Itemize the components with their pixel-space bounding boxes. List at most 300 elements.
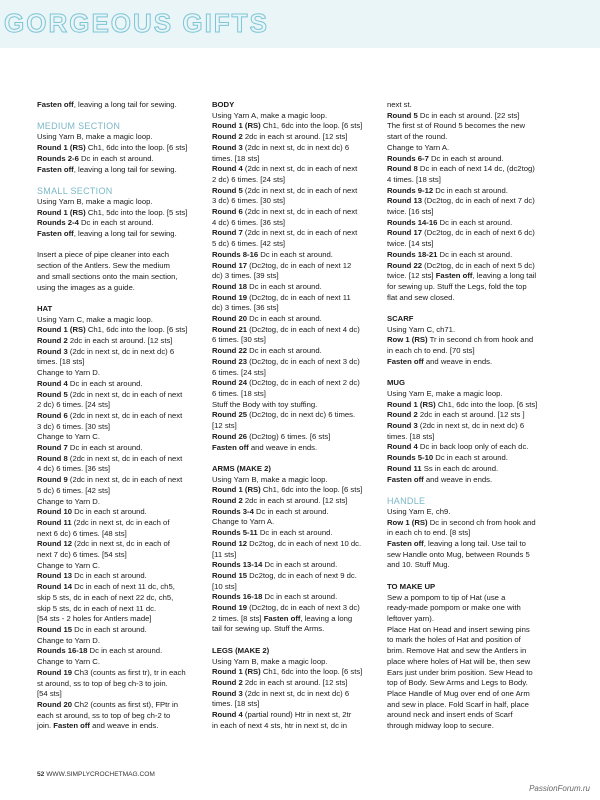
- pattern-line: [387, 464, 549, 475]
- pattern-line: [37, 132, 199, 143]
- section-heading: SCARF: [387, 314, 414, 324]
- spacer: [387, 303, 549, 314]
- line-text: 2dc in each st around. [12 sts]: [242, 677, 348, 687]
- bold-label: Round 2: [212, 132, 243, 142]
- line-text: skip 5 sts, dc in each of next 22 dc, ch5,: [37, 592, 174, 602]
- pattern-line: [37, 325, 199, 336]
- bold-label: Round 2: [212, 677, 243, 687]
- subsection-heading: MEDIUM SECTION: [37, 121, 121, 132]
- pattern-line: [212, 121, 374, 132]
- line-text: (Dc2tog, dc in each of next 7 dc): [422, 196, 535, 206]
- pattern-line: [387, 518, 549, 529]
- line-text: Dc in each st around.: [72, 571, 147, 581]
- line-text: Dc in back loop only of each dc.: [417, 442, 529, 452]
- bold-label: Round 12: [37, 539, 73, 549]
- bold-label: Row 1 (RS): [387, 335, 428, 345]
- pattern-line: [37, 582, 199, 593]
- line-text: Using Yarn E, make a magic loop.: [387, 388, 503, 398]
- pattern-line: [387, 100, 549, 111]
- watermark: PassionForum.ru: [529, 784, 590, 793]
- line-text: Dc in each st around.: [72, 624, 147, 634]
- pattern-line: [387, 539, 549, 550]
- bold-label: Round 11: [387, 463, 422, 473]
- line-text: 2dc in each st around. [12 sts]: [242, 132, 348, 142]
- pattern-line: [37, 539, 199, 550]
- pattern-line: [37, 657, 199, 668]
- section-heading: BODY: [212, 100, 235, 109]
- bold-label: Rounds 9-12: [387, 185, 434, 195]
- line-text: (Dc2tog) 6 times. [6 sts]: [247, 431, 331, 441]
- pattern-line: [212, 678, 374, 689]
- line-text: Change to Yarn D.: [37, 635, 100, 645]
- pattern-line: [37, 571, 199, 582]
- line-text: (2dc in next st, dc in each of next: [242, 185, 358, 195]
- pattern-line: [387, 410, 549, 421]
- pattern-line: [387, 175, 549, 186]
- pattern-line: [212, 624, 374, 635]
- section-heading: ARMS (MAKE 2): [212, 463, 271, 473]
- bold-label: Round 1 (RS): [212, 485, 261, 495]
- line-text: twice. [14 sts]: [387, 239, 434, 249]
- line-prefix: 2 times. [8 sts]: [212, 613, 264, 623]
- pattern-line: [212, 325, 374, 336]
- bold-label: Fasten off: [387, 474, 424, 484]
- line-text: [11 sts]: [212, 549, 237, 559]
- line-text: for sewing up. Stuff the Legs, fold the top: [387, 281, 527, 291]
- line-text: 4 times. [18 sts]: [387, 174, 441, 184]
- line-text: dc) 3 times. [39 sts]: [212, 271, 279, 281]
- pattern-line: [37, 668, 199, 679]
- pattern-line: [387, 625, 549, 636]
- line-text: Using Yarn C, make a magic loop.: [37, 314, 153, 324]
- bold-label: Round 19: [212, 603, 248, 613]
- pattern-line: [37, 443, 199, 454]
- pattern-line: [212, 154, 374, 165]
- pattern-line: [37, 315, 199, 326]
- pattern-line: [212, 282, 374, 293]
- line-text: and 10. Stuff Mug.: [387, 560, 450, 570]
- line-text: 2dc in each st around. [12 sts]: [67, 336, 173, 345]
- pattern-line: [387, 635, 549, 646]
- pattern-line: [212, 228, 374, 239]
- line-text: (Dc2tog, dc in each of next 12: [247, 260, 352, 270]
- pattern-line: [37, 550, 199, 561]
- spacer: [37, 293, 199, 304]
- line-text: (2dc in next st, dc in next dc) 6: [242, 142, 350, 152]
- pattern-line: [37, 218, 199, 229]
- bold-label: Rounds 2-4: [37, 218, 79, 228]
- pattern-line: [212, 614, 374, 625]
- line-text: [12 sts]: [212, 421, 237, 431]
- bold-label: Round 12: [212, 538, 248, 548]
- pattern-line: [212, 368, 374, 379]
- subsection-heading: SMALL SECTION: [37, 185, 113, 196]
- line-text: (2dc in next st, dc in each of next: [67, 475, 183, 485]
- bold-label: Rounds 13-14: [212, 560, 263, 570]
- line-text: , leaving a long tail for sewing.: [73, 229, 177, 238]
- line-text: top of Body. Sew Arms and Legs to Body.: [387, 678, 528, 688]
- bold-label: Rounds 2-6: [37, 153, 79, 163]
- pattern-line: [387, 560, 549, 571]
- line-text: Place Hat on Head and insert sewing pins: [387, 624, 530, 634]
- bold-label: Round 2: [387, 410, 418, 420]
- line-text: Dc in each st around.: [247, 281, 322, 291]
- bold-label: Round 24: [212, 378, 248, 388]
- line-text: Ch1, 6dc into the loop. [6 sts]: [435, 399, 538, 409]
- line-text: section of the Antlers. Sew the medium: [37, 261, 170, 271]
- bold-label: Round 22: [212, 346, 248, 356]
- pattern-line: [387, 250, 549, 261]
- pattern-line: [212, 111, 374, 122]
- line-text: (Dc2tog, dc in each of next 3 dc): [247, 603, 360, 613]
- line-text: , leaving a long tail. Use tail to: [423, 539, 526, 549]
- pattern-line: [387, 164, 549, 175]
- line-text: next 6 dc) 6 times. [48 sts]: [37, 528, 127, 538]
- line-text: Place Handle of Mug over end of one Arm: [387, 688, 530, 698]
- line-text: tail for sewing up. Stuff the Arms.: [212, 624, 325, 634]
- pattern-line: [387, 657, 549, 668]
- line-text: and weave in ends.: [423, 474, 493, 484]
- line-text: Using Yarn E, ch9.: [387, 506, 451, 516]
- line-text: using the images as a guide.: [37, 282, 135, 292]
- pattern-line: [212, 132, 374, 143]
- bold-label: Round 2: [212, 496, 243, 505]
- line-text: Dc in each of next 14 dc, (dc2tog): [417, 164, 535, 174]
- line-text: 5 dc) 6 times. [42 sts]: [212, 239, 286, 249]
- line-text: Insert a piece of pipe cleaner into each: [37, 250, 170, 260]
- pattern-line: [212, 689, 374, 700]
- pattern-line: [37, 368, 199, 379]
- line-text: and small sections onto the main section,: [37, 271, 178, 281]
- pattern-line: [212, 496, 374, 507]
- pattern-line: [37, 529, 199, 540]
- bold-label: Round 3: [212, 142, 243, 152]
- pattern-line: [37, 357, 199, 368]
- line-text: (Dc2tog, dc in each of next 3 dc): [247, 356, 360, 366]
- pattern-line: [387, 528, 549, 539]
- pattern-line: [212, 271, 374, 282]
- section-heading: MUG: [387, 378, 405, 388]
- bold-label: Round 19: [37, 667, 73, 677]
- pattern-line: [37, 464, 199, 475]
- bold-label: Round 7: [212, 228, 243, 238]
- pattern-line: [387, 271, 549, 282]
- line-text: Dc in each st around.: [262, 560, 338, 570]
- spacer: [387, 571, 549, 582]
- pattern-line: [387, 143, 549, 154]
- line-text: 2dc in each st around. [12 sts]: [242, 496, 348, 505]
- pattern-line: [212, 186, 374, 197]
- pattern-line: [387, 400, 549, 411]
- pattern-line: [37, 625, 199, 636]
- pattern-line: [387, 207, 549, 218]
- line-text: Using Yarn A, make a magic loop.: [212, 110, 328, 120]
- line-text: Dc in each st around.: [257, 528, 333, 538]
- line-text: around neck and insert ends of Scarf: [387, 710, 513, 720]
- line-text: skip 5 sts, dc in each of next 11 dc.: [37, 603, 157, 613]
- pattern-line: [387, 346, 549, 357]
- pattern-line: [212, 657, 374, 668]
- bold-label: Row 1 (RS): [387, 517, 428, 527]
- line-text: (2dc in next st, dc in each of next: [67, 389, 183, 399]
- line-text: 6 times. [24 sts]: [212, 367, 266, 377]
- line-text: (2dc in next st, dc in each of: [71, 517, 170, 527]
- line-text: Change to Yarn A.: [212, 517, 275, 527]
- spacer: [212, 635, 374, 646]
- pattern-line: [37, 197, 199, 208]
- pattern-line: [37, 165, 199, 176]
- pattern-line: [387, 357, 549, 368]
- line-text: (2dc in next st, dc in each of next: [67, 410, 183, 420]
- line-text: Change to Yarn A.: [387, 142, 450, 152]
- line-text: 3 dc) 6 times. [30 sts]: [212, 196, 286, 206]
- pattern-line: [387, 282, 549, 293]
- column-2: [212, 100, 374, 731]
- line-text: , leaving a long tail for sewing.: [73, 100, 177, 109]
- bold-label: Round 7: [37, 443, 68, 453]
- pattern-line: [387, 721, 549, 732]
- line-text: (2dc in next st, dc in each of next: [242, 164, 358, 174]
- line-text: place where holes of Hat will be, then sew: [387, 656, 531, 666]
- pattern-line: [37, 721, 199, 732]
- bold-label: Round 18: [212, 281, 248, 291]
- line-text: each st around, ss to top of beg ch-2 to: [37, 710, 171, 720]
- pattern-line: [387, 154, 549, 165]
- pattern-line: [212, 143, 374, 154]
- line-text: 2 dc) 6 times. [24 sts]: [37, 400, 111, 410]
- pattern-line: [387, 325, 549, 336]
- bold-label: Fasten off: [37, 164, 74, 174]
- line-text: Dc in each st around.: [67, 378, 143, 388]
- pattern-line: [37, 486, 199, 497]
- pattern-line: [37, 272, 199, 283]
- line-text: ready-made pompom or make one with: [387, 603, 521, 613]
- line-text: Dc in each st around.: [262, 592, 338, 602]
- line-text: Ch1, 6dc into the loop. [6 sts]: [260, 485, 363, 495]
- line-text: Ch1, 6dc into the loop. [6 sts]: [260, 121, 363, 131]
- line-text: start of the round.: [387, 132, 448, 142]
- column-3: [387, 100, 549, 732]
- pattern-line: [212, 443, 374, 454]
- bold-label: Rounds 16-18: [212, 592, 263, 602]
- line-text: Ch1, 5dc into the loop. [5 sts]: [85, 207, 188, 217]
- bold-label: Round 23: [212, 356, 248, 366]
- pattern-line: [37, 507, 199, 518]
- bold-label: Round 1 (RS): [212, 667, 261, 677]
- line-text: 4 dc) 6 times. [36 sts]: [212, 217, 286, 227]
- bold-label: Rounds 16-18: [37, 646, 88, 656]
- pattern-line: [387, 507, 549, 518]
- pattern-line: [212, 667, 374, 678]
- pattern-line: [37, 604, 199, 615]
- line-prefix: join.: [37, 721, 54, 731]
- line-text: times. [18 sts]: [212, 699, 260, 709]
- line-text: through midway loop to secure.: [387, 721, 494, 731]
- bold-label: Fasten off: [53, 721, 90, 731]
- line-text: Dc in each st around.: [433, 185, 508, 195]
- line-text: and weave in ends.: [423, 356, 493, 366]
- bold-label: Round 14: [37, 582, 73, 592]
- bold-label: Round 4: [212, 710, 243, 720]
- pattern-line: [212, 207, 374, 218]
- pattern-line: [212, 239, 374, 250]
- pattern-line: [387, 261, 549, 272]
- pattern-line: [387, 678, 549, 689]
- pattern-line: [212, 389, 374, 400]
- bold-label: Round 1 (RS): [37, 143, 86, 153]
- pattern-line: [387, 132, 549, 143]
- bold-label: Round 5: [212, 185, 243, 195]
- pattern-line: [212, 346, 374, 357]
- pattern-line: [37, 497, 199, 508]
- line-text: Ears just under brim position. Sew Head to: [387, 667, 533, 677]
- pattern-line: [387, 186, 549, 197]
- line-prefix: twice. [12 sts]: [387, 271, 436, 281]
- line-text: (Dc2tog, dc in next dc) 6 times.: [247, 410, 356, 420]
- bold-label: Round 4: [37, 378, 68, 388]
- pattern-line: [37, 561, 199, 572]
- line-text: (2dc in next st, dc in each of next: [67, 453, 183, 463]
- line-text: Ss in each dc around.: [421, 463, 499, 473]
- line-text: Dc in each st around.: [247, 346, 322, 356]
- line-text: Using Yarn C, ch71.: [387, 324, 456, 334]
- pattern-line: [212, 721, 374, 732]
- line-text: (2dc in next st, dc in next dc) 6: [67, 346, 175, 356]
- line-text: dc) 3 times. [36 sts]: [212, 303, 279, 313]
- line-text: Ch1, 6dc into the loop. [6 sts]: [85, 325, 188, 335]
- page-title: GORGEOUS GIFTS: [4, 8, 269, 38]
- bold-label: Round 21: [212, 324, 248, 334]
- spacer: [212, 453, 374, 464]
- pattern-line: [37, 400, 199, 411]
- pattern-line: [37, 379, 199, 390]
- pattern-line: [212, 550, 374, 561]
- pattern-line: [212, 314, 374, 325]
- line-text: 5 dc) 6 times. [42 sts]: [37, 485, 111, 495]
- pattern-line: [37, 250, 199, 261]
- section-heading: LEGS (MAKE 2): [212, 645, 270, 655]
- pattern-line: [387, 646, 549, 657]
- line-text: twice. [16 sts]: [387, 207, 434, 217]
- bold-label: Round 5: [387, 110, 418, 120]
- pattern-line: [37, 347, 199, 358]
- line-text: Change to Yarn C.: [37, 432, 100, 442]
- line-text: Ch1, 6dc into the loop. [6 sts]: [260, 667, 363, 677]
- line-text: , leaving a long: [300, 613, 353, 623]
- line-text: and weave in ends.: [89, 721, 159, 731]
- line-text: Ch1, 6dc into the loop. [6 sts]: [85, 143, 188, 153]
- pattern-line: [212, 261, 374, 272]
- bold-label: Round 15: [212, 570, 248, 580]
- line-text: times. [18 sts]: [387, 431, 435, 441]
- bold-label: Round 20: [212, 314, 248, 324]
- pattern-line: [37, 636, 199, 647]
- page-footer: [37, 771, 155, 778]
- line-text: Dc2tog, dc in each of next 10 dc.: [247, 538, 362, 548]
- line-text: , leaving a long tail for sewing.: [73, 164, 177, 174]
- pattern-line: [212, 699, 374, 710]
- bold-label: Fasten off: [212, 442, 249, 452]
- line-text: in each of next 4 sts, htr in next st, dc in: [212, 720, 348, 730]
- line-text: times. [18 sts]: [37, 357, 85, 367]
- line-text: in each ch to end. [70 sts]: [387, 346, 475, 356]
- column-1: [37, 100, 199, 732]
- pattern-line: [212, 517, 374, 528]
- line-text: 6 times. [30 sts]: [212, 335, 266, 345]
- line-text: (2dc in next st, dc in each of: [72, 539, 170, 549]
- pattern-line: [37, 432, 199, 443]
- line-text: 3 dc) 6 times. [30 sts]: [37, 421, 111, 431]
- pattern-line: [37, 679, 199, 690]
- spacer: [37, 111, 199, 122]
- pattern-line: [387, 453, 549, 464]
- pattern-line: [212, 710, 374, 721]
- line-text: Dc in each st around.: [78, 153, 154, 163]
- line-text: Dc in each st around.: [78, 218, 154, 228]
- line-text: Dc in each st around.: [437, 249, 513, 259]
- line-text: Dc in second ch from hook and: [427, 517, 536, 527]
- line-text: Dc in each st around.: [433, 453, 508, 463]
- header-bar: [0, 0, 600, 48]
- bold-label: Round 3: [37, 346, 68, 356]
- pattern-line: [212, 539, 374, 550]
- bold-label: Round 1 (RS): [212, 121, 261, 131]
- line-text: st around, ss to top of beg ch-3 to join.: [37, 678, 168, 688]
- pattern-line: [37, 100, 199, 111]
- subsection-heading: HANDLE: [387, 495, 426, 506]
- line-text: Change to Yarn C.: [37, 560, 100, 570]
- pattern-line: [387, 432, 549, 443]
- line-text: The first st of Round 5 becomes the new: [387, 121, 526, 131]
- site-url: WWW.SIMPLYCROCHETMAG.COM: [46, 771, 155, 778]
- line-text: [10 sts]: [212, 581, 237, 591]
- bold-label: Round 1 (RS): [387, 399, 436, 409]
- bold-label: Round 6: [212, 207, 243, 217]
- line-text: Change to Yarn C.: [37, 657, 100, 667]
- bold-label: Round 11: [37, 517, 72, 527]
- line-text: next st.: [387, 100, 412, 109]
- line-text: (Dc2tog, dc in each of next 4 dc): [247, 324, 360, 334]
- bold-label: Rounds 3-4: [212, 506, 254, 516]
- line-text: (2dc in next st, dc in each of next: [242, 228, 358, 238]
- bold-label: Round 26: [212, 431, 248, 441]
- pattern-line: [37, 689, 199, 700]
- bold-label: Fasten off: [435, 271, 473, 281]
- line-text: (2dc in next st, dc in next dc) 6: [242, 688, 350, 698]
- pattern-line: [387, 218, 549, 229]
- line-text: (Dc2tog, dc in each of next 11: [247, 292, 351, 302]
- pattern-line: [387, 121, 549, 132]
- pattern-line: [37, 390, 199, 401]
- bold-label: Round 10: [37, 507, 73, 517]
- pattern-line: [37, 475, 199, 486]
- pattern-line: [37, 614, 199, 625]
- bold-label: Round 1 (RS): [37, 325, 86, 335]
- pattern-line: [37, 336, 199, 347]
- pattern-line: [37, 646, 199, 657]
- pattern-line: [387, 603, 549, 614]
- pattern-line: [212, 582, 374, 593]
- pattern-line: [212, 507, 374, 518]
- pattern-line: [212, 592, 374, 603]
- line-text: Dc in each st around. [22 sts]: [417, 110, 520, 120]
- pattern-line: [387, 710, 549, 721]
- bold-label: Fasten off: [37, 100, 74, 109]
- pattern-line: [37, 711, 199, 722]
- pattern-line: [387, 668, 549, 679]
- line-text: sew Handle onto Mug, between Rounds 5: [387, 549, 530, 559]
- bold-label: Round 19: [212, 292, 248, 302]
